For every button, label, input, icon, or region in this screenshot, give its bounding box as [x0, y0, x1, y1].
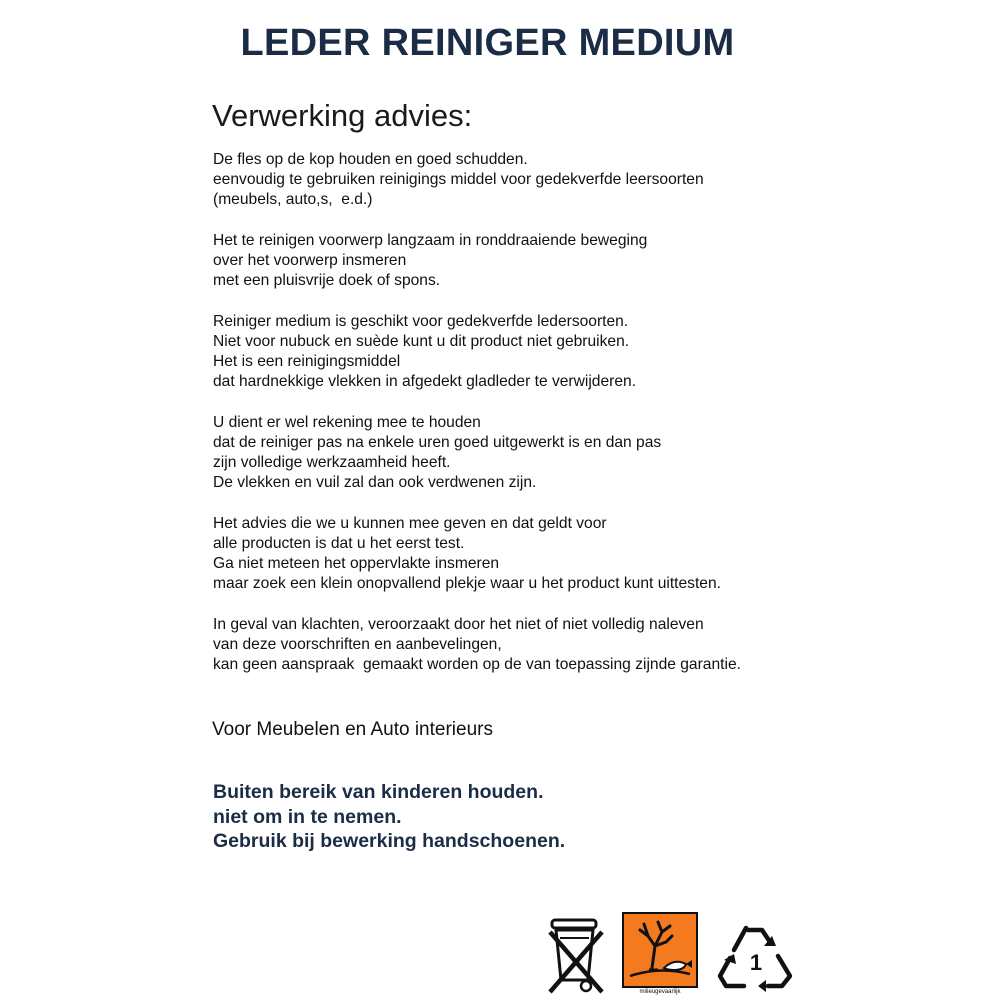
text-line: Het te reinigen voorwerp langzaam in ronddraaiende beweging	[213, 231, 648, 249]
document-title: LEDER REINIGER MEDIUM	[240, 22, 735, 64]
warning-line: Gebruik bij bewerking handschoenen.	[213, 830, 566, 852]
recycle-1-icon	[716, 920, 796, 996]
text-line: maar zoek een klein onopvallend plekje waar u het product kunt uittesten.	[213, 575, 721, 593]
text-line: dat de reiniger pas na enkele uren goed uitgewerkt is en dan pas	[213, 433, 662, 451]
recycle-number: 1	[749, 950, 763, 975]
text-line: met een pluisvrije doek of spons.	[213, 272, 441, 290]
paragraph-working-time	[213, 413, 973, 494]
paragraph-suitability	[213, 312, 973, 393]
text-line: (meubels, auto,s, e.d.)	[213, 191, 373, 209]
text-line: Reiniger medium is geschikt voor gedekverfde ledersoorten.	[213, 312, 629, 330]
symbol-row	[548, 912, 800, 998]
text-line: De vlekken en vuil zal dan ook verdwenen zijn.	[213, 474, 537, 492]
text-line: eenvoudig te gebruiken reinigings middel voor gedekverfde leersoorten	[213, 171, 704, 189]
environmental-hazard-icon	[622, 912, 698, 988]
text-line: Het advies die we u kunnen mee geven en dat geldt voor	[213, 514, 607, 532]
text-line: U dient er wel rekening mee te houden	[213, 413, 481, 431]
text-line: Het is een reinigingsmiddel	[213, 353, 401, 370]
text-line: De fles op de kop houden en goed schudden.	[213, 151, 528, 168]
text-line: Niet voor nubuck en suède kunt u dit product niet gebruiken.	[213, 332, 630, 350]
paragraph-application	[213, 231, 973, 292]
text-line: Ga niet meteen het oppervlakte insmeren	[213, 555, 500, 572]
paragraph-warranty	[213, 615, 973, 676]
text-line: over het voorwerp insmeren	[213, 252, 407, 269]
section-heading: Verwerking advies:	[212, 98, 473, 133]
paragraph-test-advice	[213, 514, 973, 595]
warning-line: Buiten bereik van kinderen houden.	[213, 781, 544, 803]
instructions-body	[213, 150, 973, 695]
text-line: dat hardnekkige vlekken in afgedekt gladleder te verwijderen.	[213, 373, 637, 391]
text-line: In geval van klachten, veroorzaakt door het niet of niet volledig naleven	[213, 615, 704, 633]
text-line: zijn volledige werkzaamheid heeft.	[213, 454, 451, 471]
text-line: alle producten is dat u het eerst test.	[213, 534, 465, 552]
environmental-hazard-symbol	[622, 912, 698, 998]
safety-warnings	[213, 780, 565, 854]
hazard-caption: milieugevaarlijk	[639, 989, 681, 995]
paragraph-shake	[213, 150, 973, 211]
text-line: van deze voorschriften en aanbevelingen,	[213, 635, 502, 653]
usage-note: Voor Meubelen en Auto interieurs	[212, 719, 493, 740]
warning-line: niet om in te nemen.	[213, 805, 402, 828]
crossed-out-wheelie-bin-icon	[548, 916, 606, 996]
text-line: kan geen aanspraak gemaakt worden op de van toepassing zijnde garantie.	[213, 656, 741, 673]
